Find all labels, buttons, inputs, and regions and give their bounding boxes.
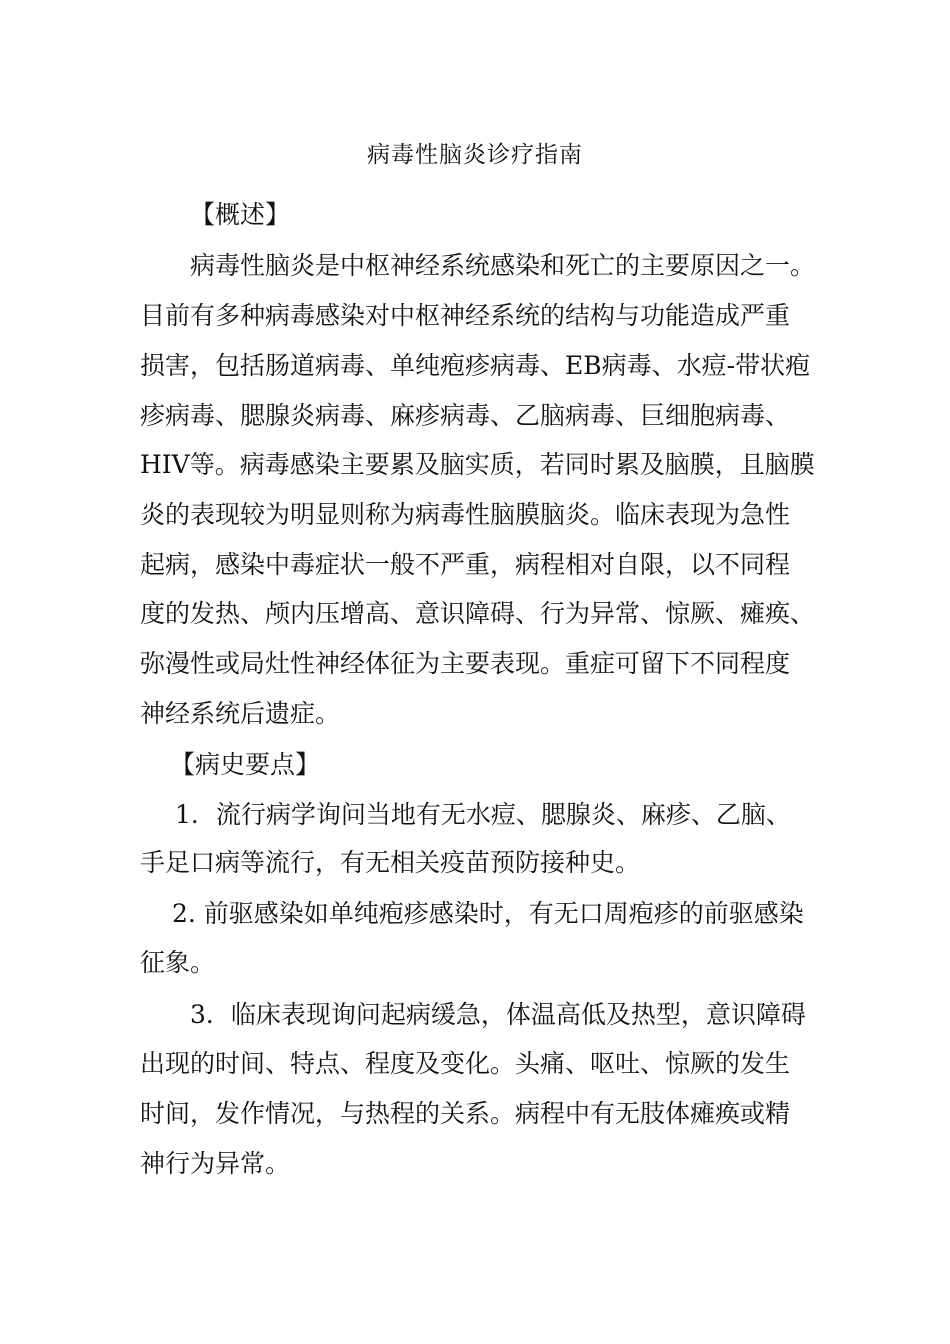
overview-line-3: 损害，包括肠道病毒、单纯疱疹病毒、EB病毒、水痘-带状疱	[140, 351, 811, 380]
history-item-3-line-1: 3．临床表现询问起病缓急，体温高低及热型，意识障碍	[190, 1000, 806, 1029]
history-item-3-line-3: 时间，发作情况，与热程的关系。病程中有无肢体瘫痪或精	[140, 1099, 791, 1128]
overview-line-9: 弥漫性或局灶性神经体征为主要表现。重症可留下不同程度	[140, 649, 791, 678]
history-item-2-line-2: 征象。	[140, 948, 216, 977]
overview-line-8: 度的发热、颅内压增高、意识障碍、行为异常、惊厥、瘫痪、	[140, 599, 816, 628]
overview-line-4: 疹病毒、腮腺炎病毒、麻疹病毒、乙脑病毒、巨细胞病毒、	[140, 401, 791, 430]
overview-line-7: 起病，感染中毒症状一般不严重，病程相对自限，以不同程	[140, 550, 791, 579]
section-heading-overview: 【概述】	[190, 200, 291, 229]
history-item-1-line-2: 手足口病等流行，有无相关疫苗预防接种史。	[140, 848, 641, 877]
overview-line-6: 炎的表现较为明显则称为病毒性脑膜脑炎。临床表现为急性	[140, 500, 791, 529]
history-item-1-line-1: 1．流行病学询问当地有无水痘、腮腺炎、麻疹、乙脑、	[175, 800, 791, 829]
overview-line-5: HIV等。病毒感染主要累及脑实质，若同时累及脑膜，且脑膜	[140, 450, 815, 479]
history-item-2-line-1: 2. 前驱感染如单纯疱疹感染时，有无口周疱疹的前驱感染	[172, 899, 804, 928]
overview-line-2: 目前有多种病毒感染对中枢神经系统的结构与功能造成严重	[140, 301, 791, 330]
history-item-3-line-4: 神行为异常。	[140, 1149, 291, 1178]
section-heading-history: 【病史要点】	[170, 750, 321, 779]
overview-line-10: 神经系统后遗症。	[140, 699, 341, 728]
overview-line-1: 病毒性脑炎是中枢神经系统感染和死亡的主要原因之一。	[190, 251, 816, 280]
history-item-3-line-2: 出现的时间、特点、程度及变化。头痛、呕吐、惊厥的发生	[140, 1049, 791, 1078]
document-title: 病毒性脑炎诊疗指南	[367, 142, 583, 168]
